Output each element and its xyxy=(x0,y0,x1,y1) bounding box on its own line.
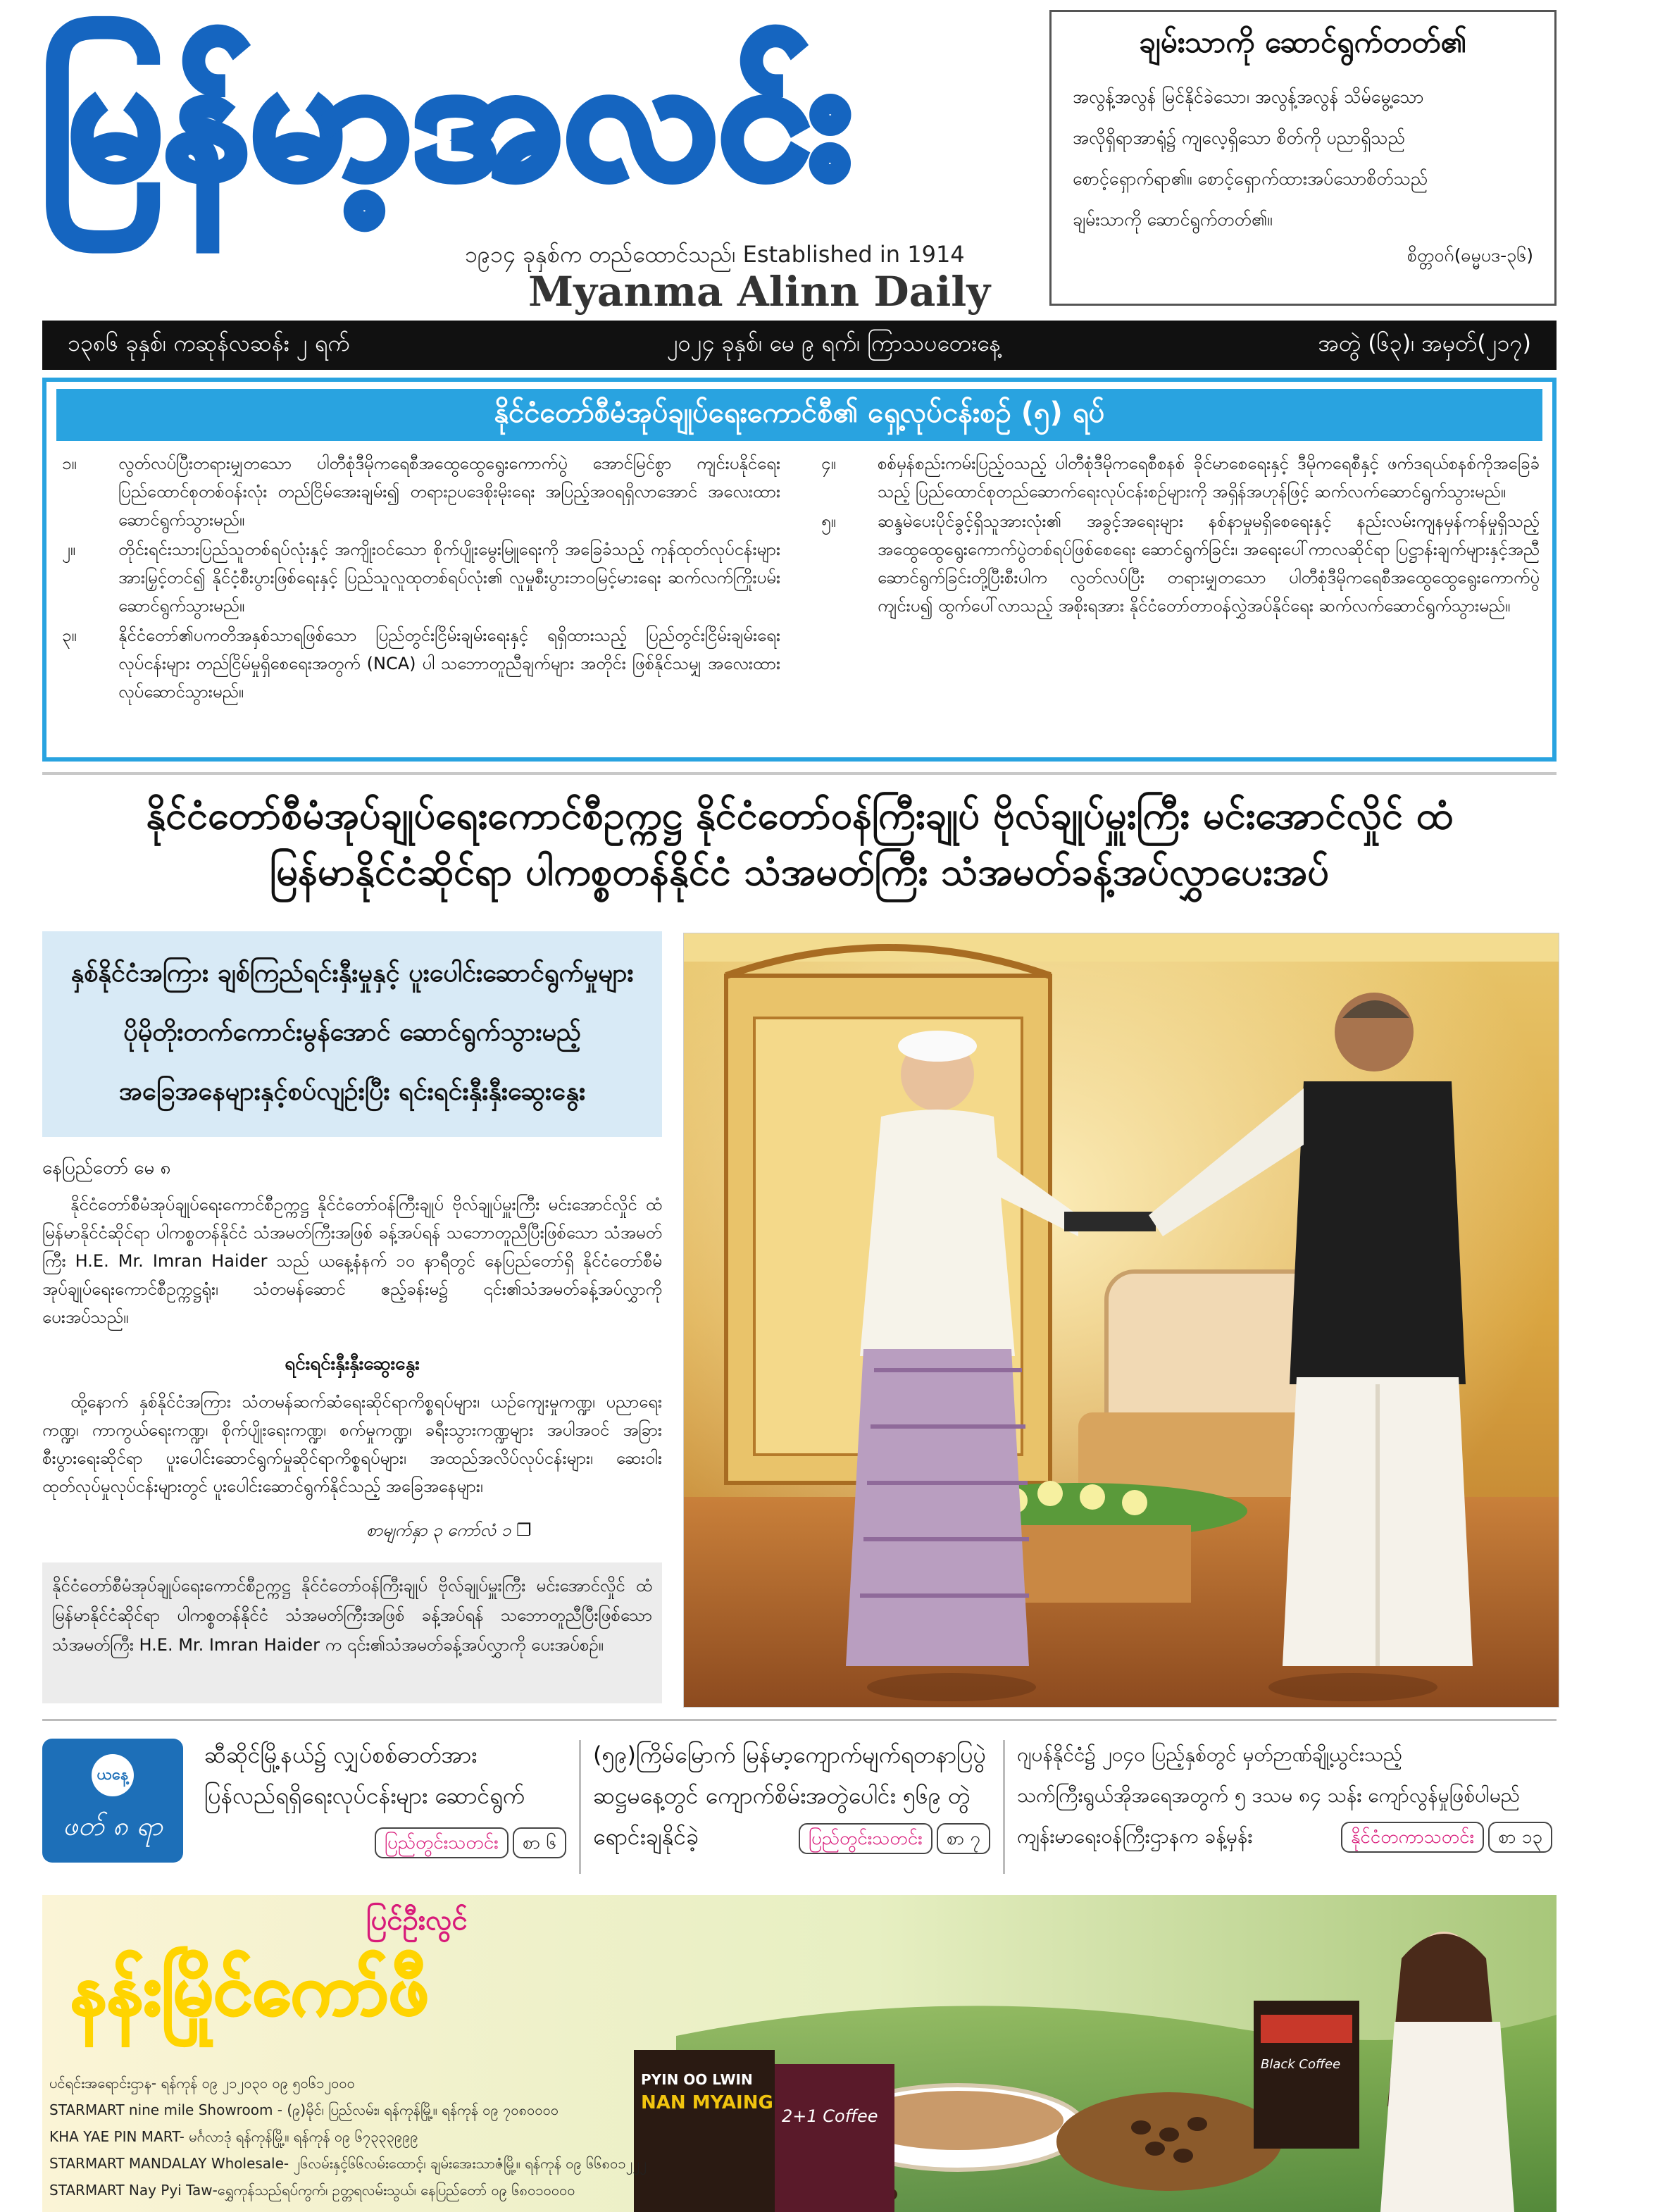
objective-number: ၅။ xyxy=(821,511,836,531)
ceremony-photo-illustration xyxy=(684,933,1559,1708)
teaser-line: ရောင်းချနိုင်ခဲ့ xyxy=(593,1823,699,1850)
article-subhead xyxy=(42,931,662,1137)
teaser-item[interactable] xyxy=(204,1734,570,1875)
subhead-line: ပိုမိုတိုးတက်ကောင်းမွန်အောင် ဆောင်ရွက်သွားမည့် xyxy=(123,1018,581,1047)
masthead-established: ၁၉၁၄ ခုနှစ်က တည်ထောင်သည်၊ Established in 1914 xyxy=(465,241,965,268)
teaser-item[interactable] xyxy=(1017,1734,1557,1875)
masthead-english-name: Myanma Alinn Daily xyxy=(528,268,991,316)
objective-text: လွတ်လပ်ပြီးတရားမျှတသော ပါတီစုံဒီမိုကရေစီအထွေထွေရွေးကောက်ပွဲ အောင်မြင်စွာ ကျင်းပနိုင်ရေး ပြည်ထောင်စုတစ်ဝန်းလုံး တည်ငြိမ်အေးချမ်း၍ တရားဥပဒေစိုးမိုးရေး အပြည့်အဝရရှိလာအောင် အလေးထားဆောင်ရွက်သွားမည်။ xyxy=(118,454,780,530)
page-tag: စာ ၇ xyxy=(937,1823,990,1854)
masthead-title: မြန်မာ့အလင်း xyxy=(42,25,854,213)
objectives-right-column xyxy=(821,449,1540,621)
ad-contact-line: ပင်ရင်းအရောင်းဌာန- ရန်ကုန် ၀၉ ၂၁၂၀၃၀ ၀၉ ၅၀၆၁၂၀၀၀ xyxy=(49,2075,355,2092)
teaser-line: သက်ကြီးရွယ်အိုအရေအတွက် ၅ ဒသမ ၈၄ သန်း ကျော်လွန်မှုဖြစ်ပါမည် xyxy=(1017,1784,1520,1807)
quote-line: အလွန့်အလွန် မြင်နိုင်ခဲသော၊ အလွန့်အလွန် သိမ်မွေ့သော xyxy=(1073,87,1424,107)
coffee-advertisement xyxy=(42,1895,1557,2212)
myanmar-date: ၁၃၈၆ ခုနှစ်၊ ကဆုန်လဆန်း ၂ ရက် xyxy=(68,330,350,356)
objectives-box xyxy=(42,378,1557,762)
ad-contact-line: STARMART nine mile Showroom - (၉)မိုင်၊ ပြည်လမ်း၊ ရန်ကုန်မြို့။ ရန်ကုန် ၀၉ ၇၀၈၀၀၀၀ xyxy=(49,2101,559,2118)
badge-today: ယနေ့ xyxy=(92,1754,134,1796)
masthead xyxy=(42,14,1042,316)
objective-text: နိုင်ငံတော်၏ပကတိအနှစ်သာရဖြစ်သော ပြည်တွင်းငြိမ်းချမ်းရေးနှင့် ရရှိထားသည့် ပြည်တွင်းငြိမ်းချမ်းရေးလုပ်ငန်းများ တည်ငြိမ်မှုရှိစေရေးအတွက် (NCA) ပါ သဘောတူညီချက်များ အတိုင်း ဖြစ်နိုင်သမျှ အလေးထားလုပ်ဆောင်သွားမည်။ xyxy=(118,626,780,702)
continued-note[interactable]: စာမျက်နှာ ၃ ကော်လံ ၁ ❐ xyxy=(366,1520,532,1540)
section-tag: နိုင်ငံတကာသတင်း xyxy=(1341,1822,1484,1853)
main-headline xyxy=(42,788,1557,900)
today-read-badge xyxy=(42,1739,183,1863)
objective-item xyxy=(62,535,780,620)
objective-text: စစ်မှန်စည်းကမ်းပြည့်ဝသည့် ပါတီစုံဒီမိုကရေစီစနစ် ခိုင်မာစေရေးနှင့် ဒီမိုကရေစီနှင့် ဖက်ဒရယ်စနစ်ကိုအခြေခံသည့် ပြည်ထောင်စုတည်ဆောက်ရေးလုပ်ငန်းစဉ်များကို အရှိန်အဟုန်ဖြင့် ဆက်လက်ဆောင်ရွက်သွားမည်။ xyxy=(878,454,1540,502)
subhead-line: အခြေအနေများနှင့်စပ်လျဉ်းပြီး ရင်းရင်းနှီးနှီးဆွေးနွေး xyxy=(118,1077,586,1106)
teaser-line: (၅၉)ကြိမ်မြောက် မြန်မာ့ကျောက်မျက်ရတနာပြပွဲ xyxy=(593,1741,986,1768)
objective-item xyxy=(62,449,780,534)
teaser-line: ကျန်းမာရေးဝန်ကြီးဌာနက ခန့်မှန်း xyxy=(1017,1825,1253,1848)
article-paragraph: နိုင်ငံတော်စီမံအုပ်ချုပ်ရေးကောင်စီဥက္ကဋ္ဌ နိုင်ငံတော်ဝန်ကြီးချုပ် ဗိုလ်ချုပ်မှူးကြီး မင်းအောင်လှိုင် ထံ မြန်မာနိုင်ငံဆိုင်ရာ ပါကစ္စတန်နိုင်ငံ သံအမတ်ကြီးအဖြစ် ခန့်အပ်ရန် သဘောတူညီပြီးဖြစ်သော သံအမတ်ကြီး H.E. Mr. Imran Haider သည် ယနေ့နံနက် ၁၀ နာရီတွင် နေပြည်တော်ရှိ နိုင်ငံတော်စီမံအုပ်ချုပ်ရေးကောင်စီဥက္ကဋ္ဌရုံး၊ သံတမန်ဆောင် ဧည့်ခန်းမ၌ ၎င်း၏သံအမတ်ခန့်အပ်လွှာကို ပေးအပ်သည်။ xyxy=(42,1195,662,1327)
ad-package-name: NAN MYAING xyxy=(641,2092,773,2113)
article-dateline: နေပြည်တော် မေ ၈ xyxy=(42,1157,171,1179)
objectives-left-column xyxy=(62,449,780,707)
divider xyxy=(42,772,1557,775)
objectives-title: နိုင်ငံတော်စီမံအုပ်ချုပ်ရေးကောင်စီ၏ ရှေ့လုပ်ငန်းစဉ် (၅) ရပ် xyxy=(56,389,1542,441)
quote-source: စိတ္တဝဂ်(ဓမ္မပဒ-၃၆) xyxy=(1406,245,1533,266)
article-paragraph: ထို့နောက် နှစ်နိုင်ငံအကြား သံတမန်ဆက်ဆံရေးဆိုင်ရာကိစ္စရပ်များ၊ ယဉ်ကျေးမှုကဏ္ဍ၊ ပညာရေးကဏ္ဍ၊ ကာကွယ်ရေးကဏ္ဍ၊ စိုက်ပျိုးရေးကဏ္ဍ၊ စက်မှုကဏ္ဍ၊ ခရီးသွားကဏ္ဍများ အပါအဝင် အခြားစီးပွားရေးဆိုင်ရာ ပူးပေါင်းဆောင်ရွက်မှုဆိုင်ရာကိစ္စရပ်များ၊ အထည်အလိပ်လုပ်ငန်းများ၊ ဆေးဝါးထုတ်လုပ်မှုလုပ်ငန်းများတွင် ပူးပေါင်းဆောင်ရွက်နိုင်သည့် အခြေအနေများ၊ xyxy=(42,1392,662,1496)
badge-pages: ဖတ် ၈ ရာ xyxy=(62,1810,163,1841)
headline-line-2: မြန်မာနိုင်ငံဆိုင်ရာ ပါကစ္စတန်နိုင်ငံ သံအမတ်ကြီး သံအမတ်ခန့်အပ်လွှာပေးအပ် xyxy=(270,850,1329,894)
headline-line-1: နိုင်ငံတော်စီမံအုပ်ချုပ်ရေးကောင်စီဥက္ကဋ္ဌ နိုင်ငံတော်ဝန်ကြီးချုပ် ဗိုလ်ချုပ်မှူးကြီး မင်းအောင်လှိုင် ထံ xyxy=(146,793,1453,838)
section-tag: ပြည်တွင်းသတင်း xyxy=(799,1823,932,1854)
quote-line: ချမ်းသာကို ဆောင်ရွက်တတ်၏။ xyxy=(1073,209,1273,230)
ad-contact-line: STARMART MANDALAY Wholesale- ၂၆လမ်းနှင့်၆၆လမ်းထောင့်၊ ချမ်းအေးသာဇံမြို့။ ရန်ကုန် ၀၉ ၆၆၈၀၁၂၂၂ xyxy=(49,2155,647,2172)
quote-box xyxy=(1049,10,1557,306)
teaser-separator xyxy=(1003,1740,1005,1874)
page-tag: စာ ၁၃ xyxy=(1488,1822,1552,1853)
objective-text: ဆန္ဒမဲပေးပိုင်ခွင့်ရှိသူအားလုံး၏ အခွင့်အရေးများ နစ်နာမှုမရှိစေရေးနှင့် နည်းလမ်းကျနမှန်ကန်မှုရှိသည့် အထွေထွေရွေးကောက်ပွဲတစ်ရပ်ဖြစ်စေရေး ဆောင်ရွက်ခြင်း၊ အရေးပေါ်ကာလဆိုင်ရာ ပြဋ္ဌာန်းချက်များနှင့်အညီ ဆောင်ရွက်ခြင်းတို့ပြီးစီးပါက လွတ်လပ်ပြီး တရားမျှတသော ပါတီစုံဒီမိုကရေစီအထွေထွေရွေးကောက်ပွဲ ကျင်းပ၍ ထွက်ပေါ်လာသည့် အစိုးရအား နိုင်ငံတော်တာဝန်လွှဲအပ်နိုင်ရေး ဆက်လက်ဆောင်ရွက်သွားမည်။ xyxy=(878,511,1540,616)
ad-contact-line: KHA YAE PIN MART- မင်္ဂလာဒုံ ရန်ကုန်မြို့။ ရန်ကုန် ၀၉ ၆၇၃၃၃၉၉၉ xyxy=(49,2128,418,2145)
teaser-line: ဆီဆိုင်မြို့နယ်၌ လျှပ်စစ်ဓာတ်အား xyxy=(204,1741,478,1768)
photo-caption: နိုင်ငံတော်စီမံအုပ်ချုပ်ရေးကောင်စီဥက္ကဋ္ဌ နိုင်ငံတော်ဝန်ကြီးချုပ် ဗိုလ်ချုပ်မှူးကြီး မင်းအောင်လှိုင် ထံ မြန်မာနိုင်ငံဆိုင်ရာ ပါကစ္စတန်နိုင်ငံ သံအမတ်ကြီးအဖြစ် ခန့်အပ်ရန် သဘောတူညီပြီးဖြစ်သော သံအမတ်ကြီး H.E. Mr. Imran Haider က ၎င်း၏သံအမတ်ခန့်အပ်လွှာကို ပေးအပ်စဉ်။ xyxy=(42,1562,662,1703)
ad-package-brand-2: Black Coffee xyxy=(1261,2057,1341,2072)
quote-title: ချမ်းသာကို ဆောင်ရွက်တတ်၏ xyxy=(1139,25,1467,59)
section-tag: ပြည်တွင်းသတင်း xyxy=(375,1827,509,1858)
teaser-item[interactable] xyxy=(593,1734,994,1875)
teaser-separator xyxy=(579,1740,581,1874)
objective-number: ၄။ xyxy=(821,454,836,473)
objective-number: ၂။ xyxy=(62,540,76,559)
issue-number: အတွဲ (၆၃)၊ အမှတ်(၂၁၇) xyxy=(1318,330,1531,356)
quote-line: စောင့်ရှောက်ရာ၏။ စောင့်ရှောက်ထားအပ်သောစိတ်သည် xyxy=(1073,168,1428,189)
date-bar xyxy=(42,321,1557,370)
objective-number: ၁။ xyxy=(62,454,77,473)
objective-item xyxy=(821,449,1540,506)
ad-top-label: ပြင်ဦးလွင် xyxy=(366,1904,468,1937)
ad-brand: နန်းမြိုင်ကော်ဖီ xyxy=(70,1949,429,2031)
objective-text: တိုင်းရင်းသားပြည်သူတစ်ရပ်လုံးနှင့် အကျိုးဝင်သော စိုက်ပျိုးမွေးမြူရေးကို အခြေခံသည့် ကုန်ထုတ်လုပ်ငန်းများအားမြှင့်တင်၍ နိုင်ငံ့စီးပွားဖြစ်ရေးနှင့် ပြည်သူလူထုတစ်ရပ်လုံး၏ လူမှုစီးပွားဘဝမြင့်မားရေး ဆက်လက်ကြိုးပမ်းဆောင်ရွက်သွားမည်။ xyxy=(118,540,780,616)
ad-contacts xyxy=(49,2070,647,2204)
objective-item xyxy=(821,507,1540,620)
article-minihead: ရင်းရင်းနှီးနှီးဆွေးနွေး xyxy=(285,1353,420,1374)
objective-number: ၃။ xyxy=(62,626,77,645)
ad-package-variant: 2+1 Coffee xyxy=(782,2106,878,2126)
ad-contact-line: STARMART Nay Pyi Taw-ရွှေကုန်သည်ရပ်ကွက်၊ ဥတ္တရလမ်းသွယ်၊ နေပြည်တော် ၀၉ ၆၈၀၁၀၀၀၀ xyxy=(49,2182,575,2199)
teaser-line: ပြန်လည်ရရှိရေးလုပ်ငန်းများ ဆောင်ရွက် xyxy=(204,1782,525,1809)
quote-line: အလိုရှိရာအာရုံ၌ ကျလေ့ရှိသော စိတ်ကို ပညာရှိသည် xyxy=(1073,128,1405,148)
gregorian-date: ၂၀၂၄ ခုနှစ်၊ မေ ၉ ရက်၊ ကြာသပတေးနေ့ xyxy=(667,330,1001,356)
teaser-line: ဆဋ္ဌမနေ့တွင် ကျောက်စိမ်းအတွဲပေါင်း ၅၆၉ တွဲ xyxy=(593,1782,971,1809)
subhead-line: နှစ်နိုင်ငံအကြား ချစ်ကြည်ရင်းနှီးမှုနှင့် ပူးပေါင်းဆောင်ရွက်မှုများ xyxy=(70,959,634,988)
ad-package-brand: PYIN OO LWIN xyxy=(641,2071,753,2088)
teaser-line: ဂျပန်နိုင်ငံ၌ ၂၀၄၀ ပြည့်နှစ်တွင် မှတ်ဉာဏ်ချို့ယွင်းသည့် xyxy=(1017,1743,1403,1766)
objective-item xyxy=(62,621,780,706)
ceremony-photo xyxy=(683,933,1559,1708)
divider xyxy=(42,1719,1557,1721)
page-tag: စာ ၆ xyxy=(513,1827,566,1858)
